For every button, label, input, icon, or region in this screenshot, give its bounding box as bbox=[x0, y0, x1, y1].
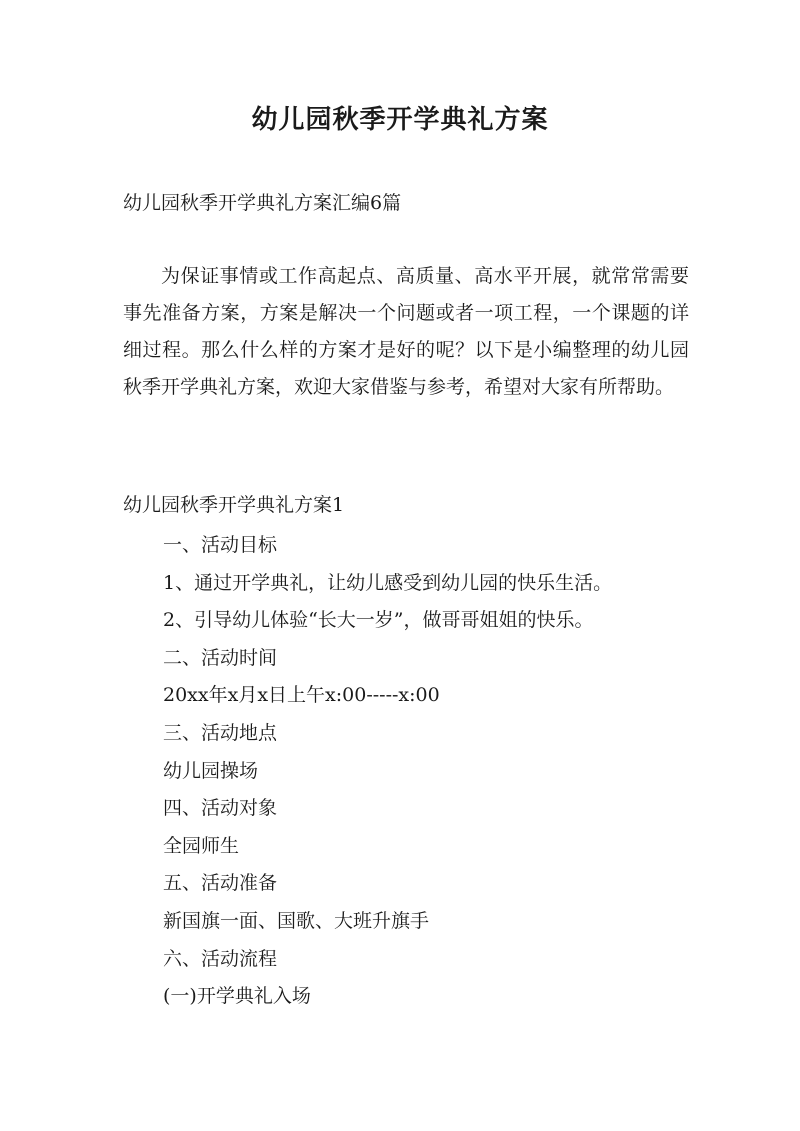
plan-item: 全园师生 bbox=[163, 834, 240, 857]
plan-item: 二、活动时间 bbox=[163, 646, 278, 669]
plan-item: 20xx年x月x日上午x:00-----x:00 bbox=[163, 684, 440, 707]
document-title: 幼儿园秋季开学典礼方案 bbox=[251, 105, 549, 135]
plan-item: 三、活动地点 bbox=[163, 721, 278, 744]
plan-item: 幼儿园操场 bbox=[163, 759, 259, 782]
plan-item: 一、活动目标 bbox=[163, 534, 278, 556]
plan-item: 四、活动对象 bbox=[163, 797, 278, 820]
plan-item: (一)开学典礼入场 bbox=[163, 985, 311, 1008]
intro-paragraph: 为保证事情或工作高起点、高质量、高水平开展，就常常需要事先准备方案，方案是解决一个问题或者一项工程，一个课题的详细过程。那么什么样的方案才是好的呢？以下是小编整理的幼儿园秋季开学典礼方案，欢迎大家借鉴与参考，希望对大家有所帮助。 bbox=[123, 265, 689, 398]
plan-item: 六、活动流程 bbox=[163, 947, 278, 970]
plan-item: 五、活动准备 bbox=[163, 872, 278, 895]
plan-item: 1、通过开学典礼，让幼儿感受到幼儿园的快乐生活。 bbox=[163, 571, 613, 594]
plan-item: 新国旗一面、国歌、大班升旗手 bbox=[163, 909, 430, 932]
section-title: 幼儿园秋季开学典礼方案1 bbox=[123, 494, 345, 516]
document-subtitle: 幼儿园秋季开学典礼方案汇编6篇 bbox=[123, 192, 402, 214]
plan-items-list bbox=[163, 527, 612, 1016]
plan-item: 2、引导幼儿体验“长大一岁”，做哥哥姐姐的快乐。 bbox=[163, 609, 594, 632]
